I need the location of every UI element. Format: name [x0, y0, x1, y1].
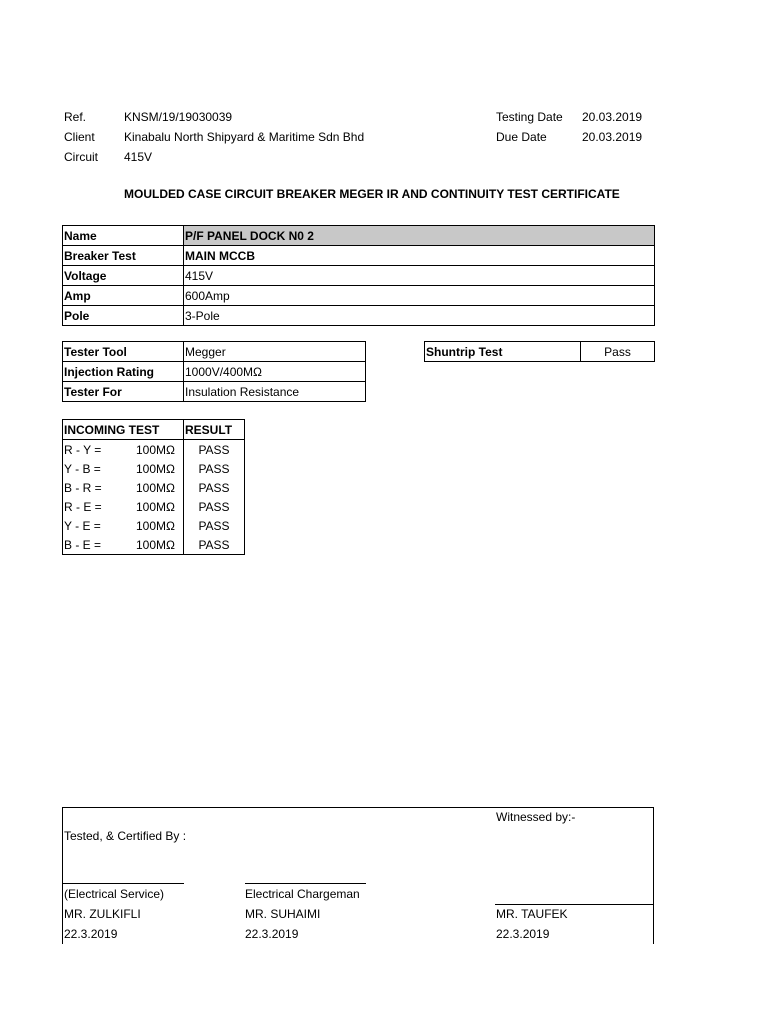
info-row-voltage — [63, 266, 655, 286]
incoming-test-header: INCOMING TEST — [63, 420, 184, 440]
phase-pair: R - Y = — [63, 440, 128, 460]
incoming-row — [63, 497, 245, 516]
incoming-row — [63, 440, 245, 460]
phase-pair: Y - E = — [63, 516, 128, 535]
info-table — [62, 225, 655, 326]
testing-date-value: 20.03.2019 — [582, 110, 643, 124]
tester-value: 1000V/400MΩ — [184, 362, 366, 382]
shuntrip-table — [424, 341, 655, 362]
info-label: Pole — [63, 306, 184, 326]
info-label: Voltage — [63, 266, 184, 286]
resistance-value: 100MΩ — [128, 516, 184, 535]
info-label: Name — [63, 226, 184, 246]
info-value: 600Amp — [184, 286, 655, 306]
signer-2-role: Electrical Chargeman — [245, 887, 360, 901]
tester-row — [63, 362, 366, 382]
signer-1-name: MR. ZULKIFLI — [64, 907, 141, 921]
result-value: PASS — [184, 535, 245, 555]
resistance-value: 100MΩ — [128, 535, 184, 555]
result-value: PASS — [184, 440, 245, 460]
ref-value: KNSM/19/19030039 — [124, 110, 233, 124]
result-value: PASS — [184, 459, 245, 478]
result-value: PASS — [184, 497, 245, 516]
tested-certified-label: Tested, & Certified By : — [64, 829, 187, 843]
resistance-value: 100MΩ — [128, 497, 184, 516]
ref-label: Ref. — [64, 110, 87, 124]
info-value: 3-Pole — [184, 306, 655, 326]
tester-row — [63, 342, 366, 362]
info-label: Amp — [63, 286, 184, 306]
circuit-value: 415V — [124, 150, 153, 164]
phase-pair: B - E = — [63, 535, 128, 555]
phase-pair: Y - B = — [63, 459, 128, 478]
info-value-panel-name: P/F PANEL DOCK N0 2 — [184, 226, 655, 246]
resistance-value: 100MΩ — [128, 440, 184, 460]
tester-label: Tester Tool — [63, 342, 184, 362]
due-date-value: 20.03.2019 — [582, 130, 643, 144]
tester-row — [63, 382, 366, 402]
incoming-row — [63, 535, 245, 555]
resistance-value: 100MΩ — [128, 459, 184, 478]
incoming-row — [63, 516, 245, 535]
result-value: PASS — [184, 516, 245, 535]
signer-1-role: (Electrical Service) — [64, 887, 165, 901]
tester-value: Megger — [184, 342, 366, 362]
tester-label: Injection Rating — [63, 362, 184, 382]
incoming-row — [63, 459, 245, 478]
info-label: Breaker Test — [63, 246, 184, 266]
info-row-pole — [63, 306, 655, 326]
incoming-header-row — [63, 420, 245, 440]
due-date-label: Due Date — [496, 130, 547, 144]
shuntrip-row — [425, 342, 655, 362]
client-value: Kinabalu North Shipyard & Maritime Sdn Bhd — [124, 130, 365, 144]
incoming-row — [63, 478, 245, 497]
shuntrip-value: Pass — [581, 342, 655, 362]
info-value: 415V — [184, 266, 655, 286]
certificate-title: MOULDED CASE CIRCUIT BREAKER MEGER IR AND CONTINUITY TEST CERTIFICATE — [124, 187, 620, 201]
testing-date-label: Testing Date — [496, 110, 563, 124]
phase-pair: R - E = — [63, 497, 128, 516]
circuit-label: Circuit — [64, 150, 99, 164]
signer-2-name: MR. SUHAIMI — [245, 907, 321, 921]
incoming-test-table — [62, 419, 245, 555]
result-value: PASS — [184, 478, 245, 497]
signer-2-date: 22.3.2019 — [245, 927, 299, 941]
result-header: RESULT — [184, 420, 245, 440]
witnessed-label: Witnessed by:- — [496, 810, 576, 824]
info-row-breaker — [63, 246, 655, 266]
resistance-value: 100MΩ — [128, 478, 184, 497]
client-label: Client — [64, 130, 95, 144]
tester-table — [62, 341, 366, 402]
shuntrip-label: Shuntrip Test — [425, 342, 581, 362]
signer-3-date: 22.3.2019 — [496, 927, 550, 941]
info-value: MAIN MCCB — [184, 246, 655, 266]
info-row-name — [63, 226, 655, 246]
tester-label: Tester For — [63, 382, 184, 402]
signer-3-name: MR. TAUFEK — [496, 907, 568, 921]
phase-pair: B - R = — [63, 478, 128, 497]
info-row-amp — [63, 286, 655, 306]
tester-value: Insulation Resistance — [184, 382, 366, 402]
signer-1-date: 22.3.2019 — [64, 927, 118, 941]
